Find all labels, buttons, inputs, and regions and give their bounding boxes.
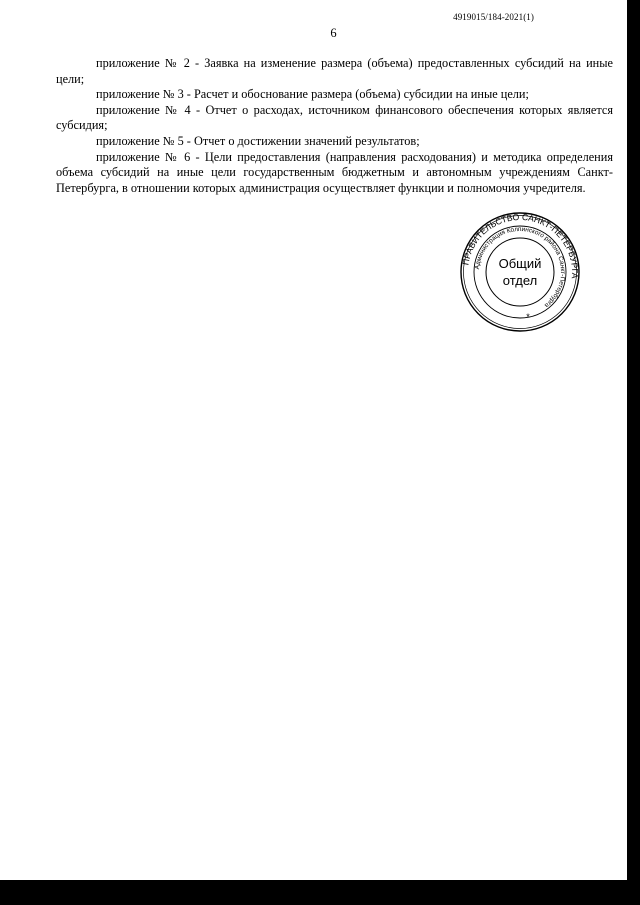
document-body [56,56,613,196]
stamp-seal-icon [458,210,582,334]
stamp-inner-ring [486,238,554,306]
document-id: 4919015/184-2021(1) [453,12,534,22]
stamp-star: * [526,312,530,322]
paragraph-appendix-5: приложение № 5 - Отчет о достижении значений результатов; [96,133,420,148]
stamp-center-line-2: отдел [502,273,538,288]
official-stamp [458,210,582,334]
stamp-center-line-1: Общий [498,256,542,271]
page-number: 6 [330,26,337,40]
stamp-outer-text: ПРАВИТЕЛЬСТВО САНКТ-ПЕТЕРБУРГА [460,211,581,279]
stamp-inner-text: Администрация Колпинского района Санкт-Петербурга [474,225,567,309]
paragraph-appendix-3: приложение № 3 - Расчет и обоснование размера (объема) субсидии на иные цели; [96,87,529,102]
paragraph-appendix-6: приложение № 6 - Цели предоставления (направления расходования) и методика определения объема субсидий на иные цели государственным бюджетным и автономным учреждениям Санкт-Петербурга, в отношении которых администрация осуществляет функции и полномочия учредителя. [56,149,613,195]
paragraph-appendix-4: приложение № 4 - Отчет о расходах, источником финансового обеспечения которых является субсидия; [56,102,613,133]
paragraph-appendix-2: приложение № 2 - Заявка на изменение размера (объема) предоставленных субсидий на иные цели; [56,56,613,86]
